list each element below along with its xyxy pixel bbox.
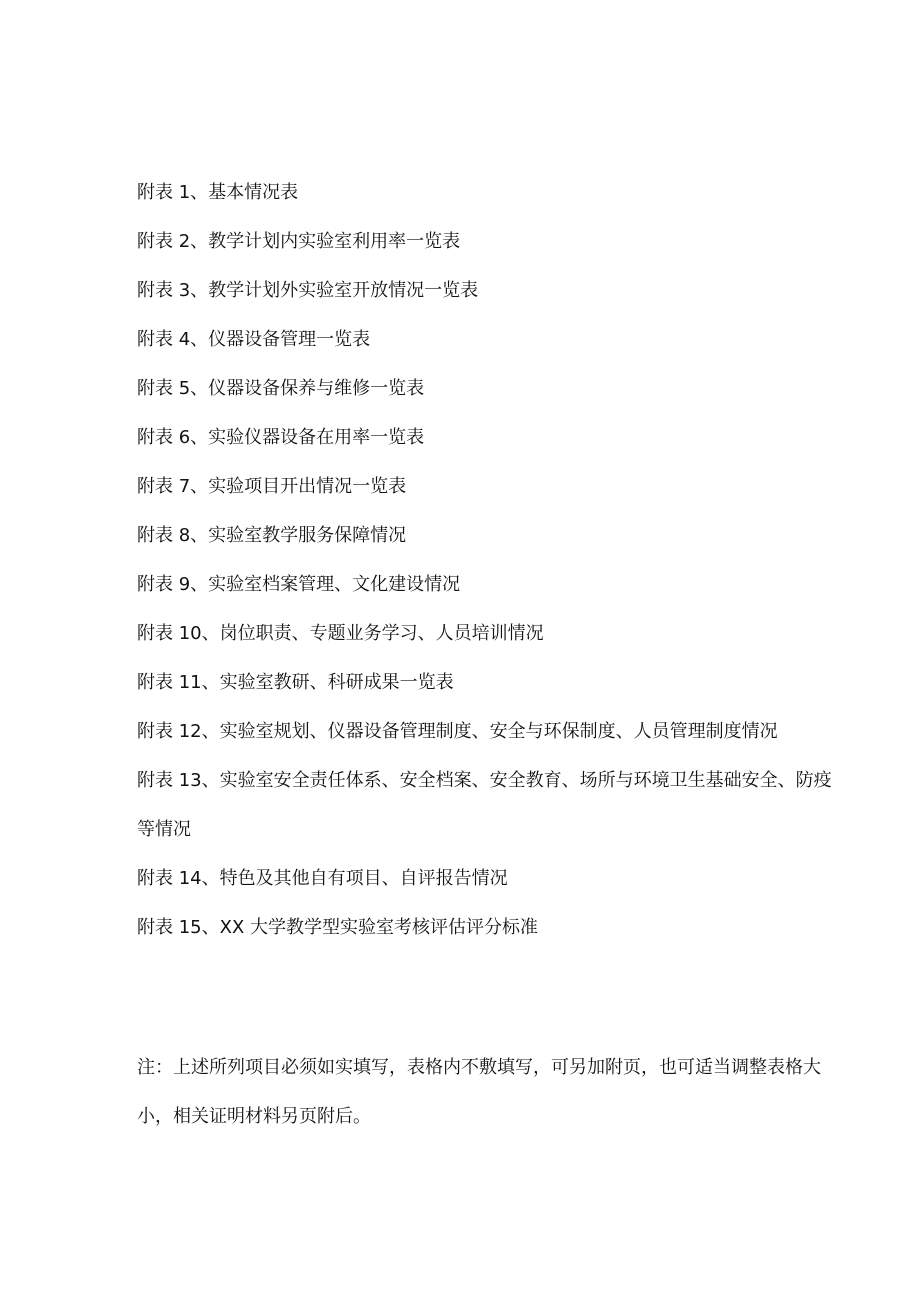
appendix-item-14: 附表 14、特色及其他自有项目、自评报告情况 (137, 868, 508, 889)
footnote: 注：上述所列项目必须如实填写，表格内不敷填写，可另加附页，也可适当调整表格大小，相关证明材料另页附后。 (137, 1057, 821, 1127)
appendix-item-13: 附表 13、实验室安全责任体系、安全档案、安全教育、场所与环境卫生基础安全、防疫等情况 (137, 770, 832, 840)
appendix-item-9: 附表 9、实验室档案管理、文化建设情况 (137, 574, 461, 595)
appendix-item-4: 附表 4、仪器设备管理一览表 (137, 329, 371, 350)
appendix-item-7: 附表 7、实验项目开出情况一览表 (137, 476, 407, 497)
appendix-item-3: 附表 3、教学计划外实验室开放情况一览表 (137, 280, 479, 301)
appendix-item-1: 附表 1、基本情况表 (137, 182, 299, 203)
appendix-item-8: 附表 8、实验室教学服务保障情况 (137, 525, 407, 546)
appendix-item-11: 附表 11、实验室教研、科研成果一览表 (137, 672, 454, 693)
appendix-item-10: 附表 10、岗位职责、专题业务学习、人员培训情况 (137, 623, 544, 644)
appendix-item-2: 附表 2、教学计划内实验室利用率一览表 (137, 231, 461, 252)
appendix-item-5: 附表 5、仪器设备保养与维修一览表 (137, 378, 425, 399)
appendix-list (137, 168, 837, 952)
appendix-item-6: 附表 6、实验仪器设备在用率一览表 (137, 427, 425, 448)
appendix-item-15: 附表 15、XX 大学教学型实验室考核评估评分标准 (137, 917, 539, 938)
appendix-item-12: 附表 12、实验室规划、仪器设备管理制度、安全与环保制度、人员管理制度情况 (137, 721, 778, 742)
